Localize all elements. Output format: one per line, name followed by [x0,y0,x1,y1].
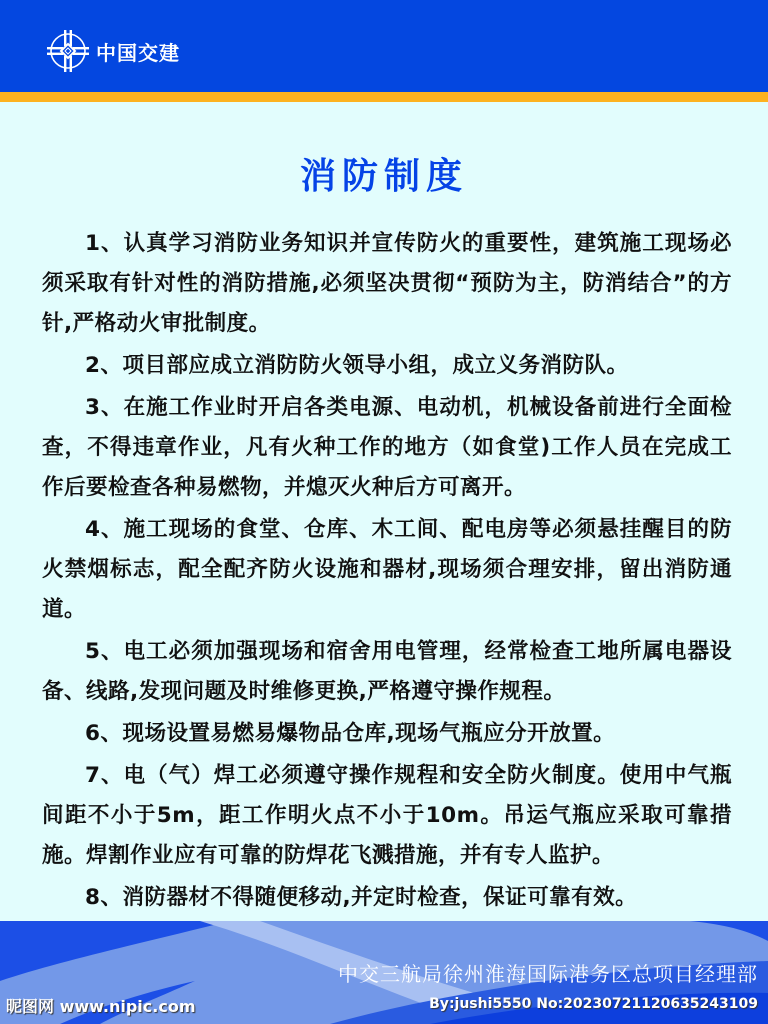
rule-item: 6、现场设置易燃易爆物品仓库,现场气瓶应分开放置。 [85,721,616,746]
brand-logo [44,26,180,76]
brand-name: 中国交建 [96,40,180,65]
rule-item: 2、项目部应成立消防防火领导小组，成立义务消防队。 [85,353,629,378]
watermark-site: 昵图网 www.nipic.com [6,997,196,1016]
rule-item: 7、电（气）焊工必须遵守操作规程和安全防火制度。使用中气瓶间距不小于5m，距工作明火点不小于10m。吊运气瓶应采取可靠措施。焊割作业应有可靠的防焊花飞溅措施，并有专人监护。 [42,763,732,868]
organization-name: 中交三航局徐州淮海国际港务区总项目经理部 [338,962,758,986]
ccc-logo-icon [44,27,92,75]
rule-item: 5、电工必须加强现场和宿舍用电管理，经常检查工地所属电器设备、线路,发现问题及时维修更换,严格遵守操作规程。 [42,639,732,704]
watermark-id: By:jushi5550 No:20230721120635243109 [429,996,758,1012]
rule-item: 4、施工现场的食堂、仓库、木工间、配电房等必须悬挂醒目的防火禁烟标志，配全配齐防火设施和器材,现场须合理安排，留出消防通道。 [42,517,732,622]
rule-item: 8、消防器材不得随便移动,并定时检查，保证可靠有效。 [85,885,638,910]
rules-list [42,224,732,920]
rule-item: 3、在施工作业时开启各类电源、电动机，机械设备前进行全面检查，不得违章作业，凡有火种工作的地方（如食堂)工作人员在完成工作后要检查各种易燃物，并熄灭火种后方可离开。 [42,395,732,500]
rule-item: 1、认真学习消防业务知识并宣传防火的重要性，建筑施工现场必须采取有针对性的消防措施,必须坚决贯彻“预防为主，防消结合”的方针,严格动火审批制度。 [42,231,732,336]
page-title: 消防制度 [299,156,468,197]
accent-stripe [0,92,768,102]
